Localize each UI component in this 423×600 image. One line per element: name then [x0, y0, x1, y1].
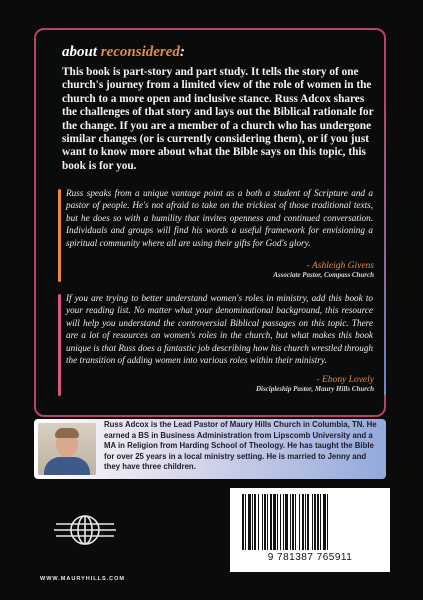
globe-logo-icon	[52, 510, 118, 550]
endorser-role: Associate Pastor, Compass Church	[273, 271, 374, 279]
barcode-icon	[240, 494, 380, 550]
author-photo	[38, 423, 96, 475]
endorsement-2	[58, 292, 374, 396]
publisher-url: WWW.MAURYHILLS.COM	[40, 576, 126, 582]
quote-accent-bar	[58, 189, 61, 282]
quote-accent-bar	[58, 294, 61, 396]
endorser-role: Discipleship Pastor, Maury Hills Church	[255, 385, 374, 393]
isbn-number: 9 781387 765911	[267, 552, 353, 563]
heading-accent: reconsidered	[100, 44, 180, 60]
endorser-name: - Ebony Lovely	[316, 375, 374, 385]
book-summary: This book is part-story and part study. It tells the story of one church's journey from a limited view of the role of women in the church to a more open and inclusive stance. Russ Adcox shares the challenges of that story and lays out the Biblical rationale for the change. If you are a member of a church who has undergone similar changes (or is currently considering them), or if you just want to know more about what the Bible says on this topic, this book is for you.	[62, 66, 374, 172]
endorsement-text: Russ speaks from a unique vantage point as a both a student of Scripture and a pastor of people. He's not afraid to take on the trickiest of those traditional texts, but he does so with a humility that invites openness and continued conversation. Individuals and groups will find his words a useful framework for envisioning a spiritual community where all are using their gifts for God's glory.	[66, 188, 373, 248]
isbn-barcode	[230, 488, 390, 572]
section-heading: about reconsidered:	[62, 44, 185, 60]
endorsement-attribution	[256, 375, 374, 393]
endorsement-1	[58, 187, 374, 282]
author-bio: Russ Adcox is the Lead Pastor of Maury Hills Church in Columbia, TN. He earned a BS in Business Administration from Lipscomb University and a MA in Religion from Harding School of Theology. He has taught the Bible for over 25 years in a local ministry setting. He is married to Jenny and they have three children.	[104, 420, 377, 472]
endorsement-text: If you are trying to better understand women's roles in ministry, add this book to your reading list. No matter what your denominational background, this resource will help you understand the controversial Biblical passages on this topic. There are a lot of resources on women's roles in the church, but what makes this book unique is that Russ does a fantastic job describing how his church wrestled through the transition of adding women into various roles within their ministry.	[66, 293, 374, 366]
endorser-name: - Ashleigh Givens	[306, 261, 374, 271]
endorsement-attribution	[273, 261, 374, 279]
